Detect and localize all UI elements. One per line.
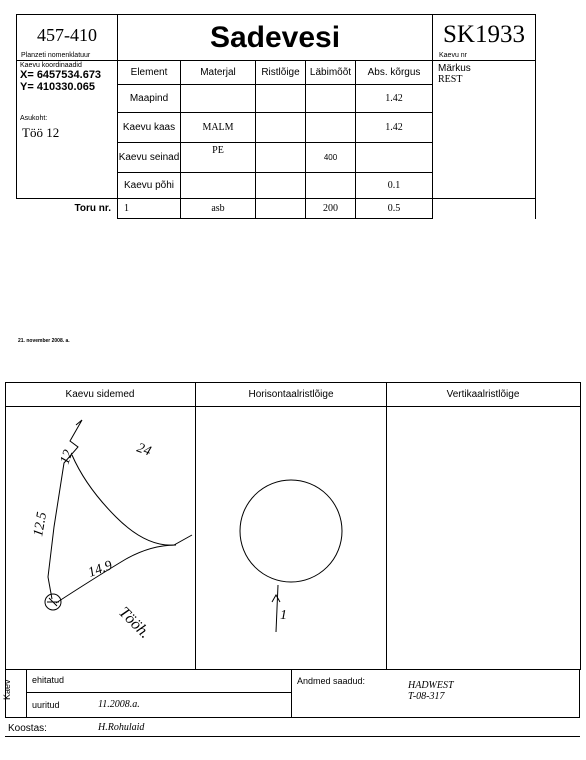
nomenclature-value: 457-410: [37, 25, 97, 45]
compiled-value: H.Rohulaid: [98, 722, 145, 733]
well-number: SK1933: [443, 20, 525, 48]
signature-line: [5, 736, 580, 737]
row-material: PE: [181, 143, 256, 173]
notes-label: Märkus: [438, 63, 471, 74]
row-material: [181, 173, 256, 199]
row-abs: [356, 143, 433, 173]
footer-side-label-text: Kaev: [2, 679, 12, 700]
compiled-label: Koostas:: [8, 723, 47, 734]
footer-side-label: [2, 679, 12, 700]
footer-bottom-line: [5, 717, 580, 718]
location-label: Asukoht:: [20, 115, 48, 122]
sketch-line-left: [48, 420, 82, 599]
col-header-diameter: Läbimõõt: [306, 61, 356, 85]
row-material: MALM: [181, 113, 256, 143]
row-abs: 0.1: [356, 173, 433, 199]
measure-12: 12: [57, 448, 77, 467]
coords-cell: [17, 61, 118, 199]
row-element: Kaevu põhi: [118, 173, 181, 199]
footer-mid-divider: [291, 669, 292, 718]
coord-y-value: Y= 410330.065: [20, 81, 95, 93]
row-diam: 400: [306, 143, 356, 173]
horizontal-section-sketch: [196, 407, 386, 668]
col-header-cross-section: Ristlõige: [256, 61, 306, 85]
col-header-abs-height: Abs. kõrgus: [356, 61, 433, 85]
pipe-no: 1: [118, 199, 181, 219]
col-header-material: Materjal: [181, 61, 256, 85]
measure-14-9: 14.9: [86, 558, 115, 581]
pipe-material: asb: [181, 199, 256, 219]
pipe-label: Toru nr.: [74, 203, 111, 215]
well-number-label: Kaevu nr: [439, 52, 468, 59]
nomenclature-label: Planzeti nomenklatuur: [21, 52, 91, 59]
sketch-col-vertical: Vertikaalristlõige: [446, 389, 520, 400]
coord-y: [20, 81, 117, 93]
pipe-cross: [256, 199, 306, 219]
coord-x-value: X= 6457534.673: [20, 69, 102, 81]
sketch-col-horizontal: Horisontaalristlõige: [248, 389, 334, 400]
row-pipe: [17, 199, 536, 219]
data-source-company: HADWEST: [408, 680, 454, 691]
notes-cell: [433, 61, 536, 199]
well-no-cell: [433, 15, 536, 61]
well-card-table: [16, 14, 536, 219]
surveyed-label: uuritud: [32, 700, 60, 710]
row-abs: 1.42: [356, 85, 433, 113]
nomenclature-cell: [17, 15, 118, 61]
row-element: Maapind: [118, 85, 181, 113]
built-label: ehitatud: [32, 675, 65, 685]
row-cross: [256, 143, 306, 173]
sketch-col-connections: Kaevu sidemed: [65, 389, 135, 400]
location-value: Töö 12: [22, 125, 60, 140]
title-cell: [118, 15, 433, 61]
coord-x: [20, 69, 117, 81]
row-diam: [306, 85, 356, 113]
footer-top-line: [5, 669, 580, 670]
pipe-number-label: 1: [280, 608, 287, 623]
footer-side-divider: [26, 669, 27, 718]
pipe-notes: [433, 199, 536, 219]
sketch-divider-2: [386, 382, 387, 669]
sketch-line-top: [72, 455, 192, 545]
pipe-abs: 0.5: [356, 199, 433, 219]
row-material: [181, 85, 256, 113]
row-element: Kaevu kaas: [118, 113, 181, 143]
data-source-label: Andmed saadud:: [297, 676, 366, 686]
sketch-line-bottom: [56, 545, 176, 603]
row-element: Kaevu seinad: [118, 143, 181, 173]
footer-row-divider: [26, 692, 291, 693]
row-cross: [256, 173, 306, 199]
data-source-code: T-08-317: [408, 691, 445, 702]
pipe-diam: 200: [306, 199, 356, 219]
row-abs: 1.42: [356, 113, 433, 143]
pipe-line: [276, 585, 278, 632]
well-circle: [240, 480, 342, 582]
row-diam: [306, 113, 356, 143]
row-cross: [256, 113, 306, 143]
col-header-element: Element: [118, 61, 181, 85]
date-line: 21. november 2008. a.: [18, 338, 70, 344]
surveyed-value: 11.2008.a.: [98, 699, 140, 710]
page-title: Sadevesi: [209, 20, 341, 54]
row-diam: [306, 173, 356, 199]
row-cross: [256, 85, 306, 113]
notes-value: REST: [438, 74, 463, 85]
footer-right-edge: [579, 669, 580, 718]
street-label: Tööh.: [115, 603, 154, 642]
measure-12-5: 12.5: [31, 510, 51, 538]
coords-label: Kaevu koordinaadid: [20, 62, 82, 69]
connections-sketch: [6, 407, 195, 668]
measure-24: 24: [134, 440, 153, 460]
